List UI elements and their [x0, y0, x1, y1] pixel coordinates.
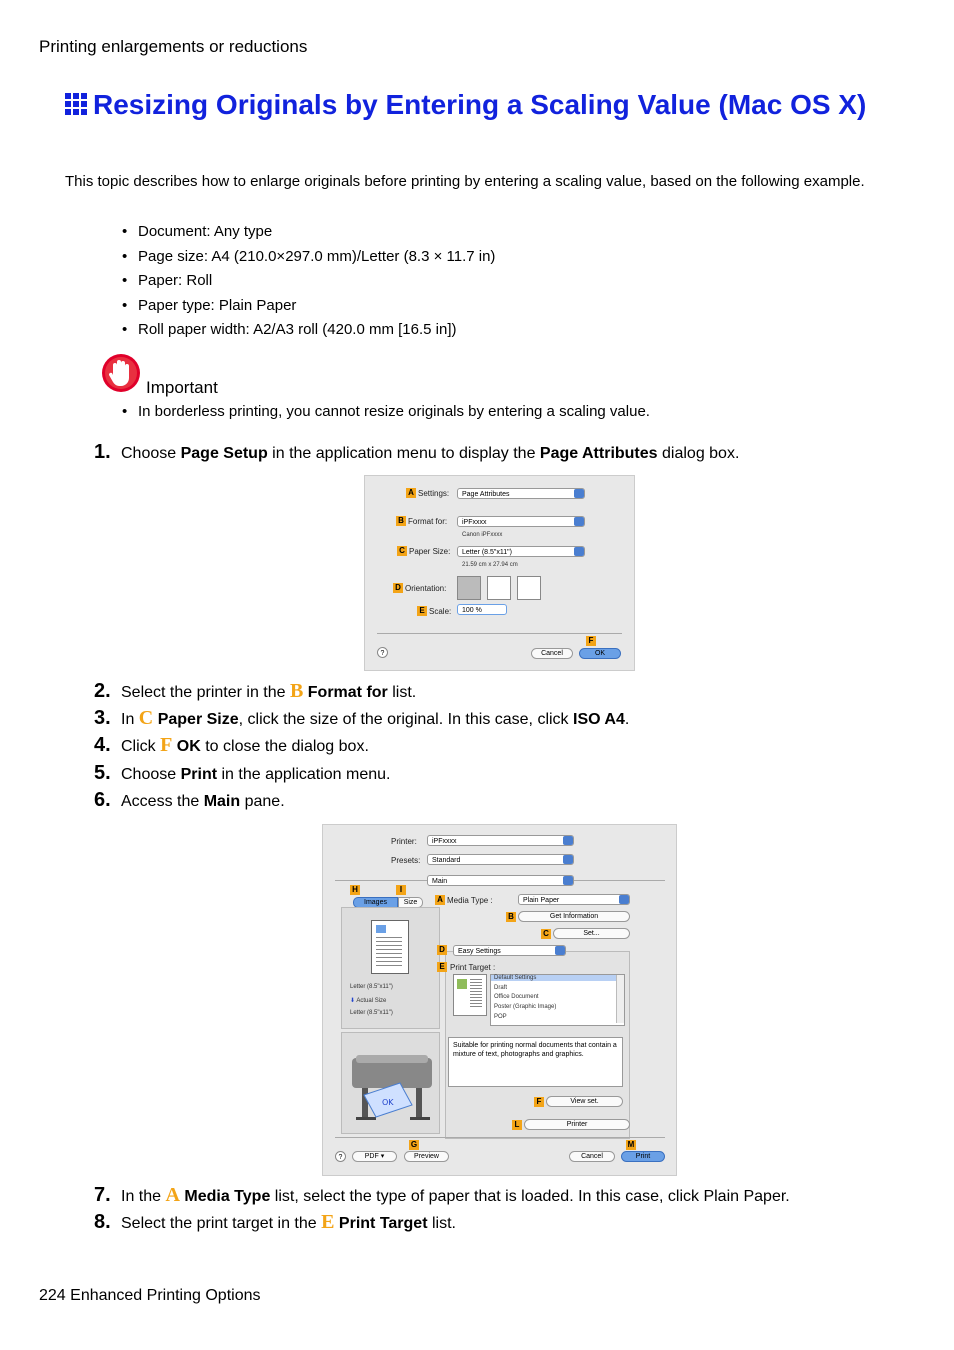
presets-label: Presets: [391, 856, 421, 865]
list-item[interactable]: Default Settings [491, 975, 618, 981]
callout-f: F [534, 1097, 544, 1107]
running-head: Printing enlargements or reductions [39, 37, 308, 56]
help-button[interactable]: ? [335, 1151, 346, 1162]
orientation-label: Orientation: [405, 584, 447, 593]
tab-size[interactable]: Size [398, 897, 423, 908]
settings-label: Settings: [418, 489, 450, 498]
callout-a: A [435, 895, 445, 905]
intro-paragraph: This topic describes how to enlarge originals before printing by entering a scaling value, based on the following example. [65, 173, 865, 190]
list-item: • Paper type: Plain Paper [122, 295, 495, 320]
callout-b: B [506, 912, 516, 922]
print-button[interactable]: Print [621, 1151, 665, 1162]
callout-e: E [417, 606, 427, 616]
page-footer: 224 Enhanced Printing Options [39, 1287, 261, 1304]
format-popup[interactable]: iPFxxxx [457, 516, 585, 527]
list-item[interactable]: POP [494, 1014, 507, 1020]
section-title [65, 88, 885, 122]
step-7: 7. In the A Media Type list, select the type of paper that is loaded. In this case, click Plain Paper. [94, 1184, 790, 1206]
callout-h: H [350, 885, 360, 895]
portrait-orientation-icon[interactable] [457, 576, 481, 600]
settings-popup[interactable]: Page Attributes [457, 488, 585, 499]
callout-d: D [437, 945, 447, 955]
help-button[interactable]: ? [377, 647, 388, 658]
paper-size-label: Paper Size: [409, 547, 451, 556]
reverse-landscape-icon[interactable] [517, 576, 541, 600]
callout-g: G [410, 1140, 418, 1149]
step-3: 3. In C Paper Size, click the size of the original. In this case, click ISO A4. [94, 707, 630, 729]
target-description: Suitable for printing normal documents that contain a mixture of text, photographs and graphics. [448, 1037, 623, 1087]
media-type-label: Media Type : [447, 896, 493, 905]
step-5: 5. Choose Print in the application menu. [94, 762, 391, 784]
step-2: 2. Select the printer in the B Format for list. [94, 680, 417, 702]
step-6: 6. Access the Main pane. [94, 789, 285, 811]
tab-images[interactable]: Images [353, 897, 398, 908]
callout-f: F [586, 636, 596, 646]
printer-label: Printer: [391, 837, 417, 846]
pane-popup[interactable]: Main [427, 875, 574, 886]
step-8: 8. Select the print target in the E Print Target list. [94, 1211, 456, 1233]
media-type-popup[interactable]: Plain Paper [518, 894, 630, 905]
callout-l: L [512, 1120, 522, 1130]
presets-popup[interactable]: Standard [427, 854, 574, 865]
callout-c: C [541, 929, 551, 939]
callout-i: I [396, 885, 406, 895]
svg-text:OK: OK [382, 1098, 394, 1107]
list-item: • Document: Any type [122, 221, 495, 246]
preview-button[interactable]: Preview [404, 1151, 449, 1162]
list-item: • Roll paper width: A2/A3 roll (420.0 mm [16.5 in]) [122, 319, 495, 344]
step-4: 4. Click F OK to close the dialog box. [94, 734, 369, 756]
page-preview [371, 920, 409, 974]
callout-e: E [437, 962, 447, 972]
printer-icon [342, 1033, 439, 1133]
printer-button[interactable]: Printer [524, 1119, 630, 1130]
print-target-label: Print Target : [450, 963, 496, 972]
paper-size-subtext: 21.59 cm x 27.94 cm [462, 562, 518, 568]
list-item[interactable]: Poster (Graphic Image) [494, 1004, 557, 1010]
scale-label: Scale: [429, 607, 452, 616]
target-preview-icon [453, 974, 487, 1016]
important-hand-icon [101, 353, 141, 393]
list-scrollbar[interactable] [616, 975, 624, 1023]
important-label: Important [146, 378, 218, 397]
scale-input[interactable]: 100 % [457, 604, 507, 615]
step-1: 1. Choose Page Setup in the application menu to display the Page Attributes dialog box. [94, 441, 740, 463]
list-item[interactable]: Office Document [494, 994, 539, 1000]
printer-image-panel [341, 1032, 440, 1134]
example-list [122, 221, 495, 344]
important-note: • In borderless printing, you cannot resize originals by entering a scaling value. [122, 403, 650, 420]
callout-c: C [397, 546, 407, 556]
list-item: • Paper: Roll [122, 270, 495, 295]
format-label: Format for: [408, 517, 448, 526]
print-target-list[interactable] [490, 974, 625, 1026]
callout-a: A [406, 488, 416, 498]
grid-icon [65, 93, 87, 115]
cancel-button[interactable]: Cancel [531, 648, 573, 659]
divider [335, 1137, 665, 1138]
preview-panel [341, 907, 440, 1029]
output-size-text: Letter (8.5"x11") [350, 1010, 393, 1016]
page-attributes-dialog [364, 475, 635, 671]
paper-size-popup[interactable]: Letter (8.5"x11") [457, 546, 585, 557]
original-size-text: Letter (8.5"x11") [350, 984, 393, 990]
list-item[interactable]: Draft [494, 985, 508, 991]
arrow-down-icon: ⬇ [350, 998, 356, 1004]
list-item: • Page size: A4 (210.0×297.0 mm)/Letter (8.3 × 11.7 in) [122, 246, 495, 271]
callout-b: B [396, 516, 406, 526]
get-information-button[interactable]: Get Information [518, 911, 630, 922]
view-set-button[interactable]: View set. [546, 1096, 623, 1107]
cancel-button[interactable]: Cancel [569, 1151, 615, 1162]
actual-size-text: ⬇ Actual Size [350, 998, 387, 1004]
printer-popup[interactable]: iPFxxxx [427, 835, 574, 846]
easy-settings-popup[interactable]: Easy Settings [453, 945, 566, 956]
divider [377, 633, 622, 634]
pdf-button[interactable]: PDF ▾ [352, 1151, 397, 1162]
title-text: Resizing Originals by Entering a Scaling Value (Mac OS X) [93, 89, 867, 120]
set-button[interactable]: Set... [553, 928, 630, 939]
print-dialog [322, 824, 677, 1176]
format-subtext: Canon iPFxxxx [462, 532, 503, 538]
callout-m: M [627, 1140, 635, 1149]
ok-button[interactable]: OK [579, 648, 621, 659]
landscape-orientation-icon[interactable] [487, 576, 511, 600]
callout-d: D [393, 583, 403, 593]
